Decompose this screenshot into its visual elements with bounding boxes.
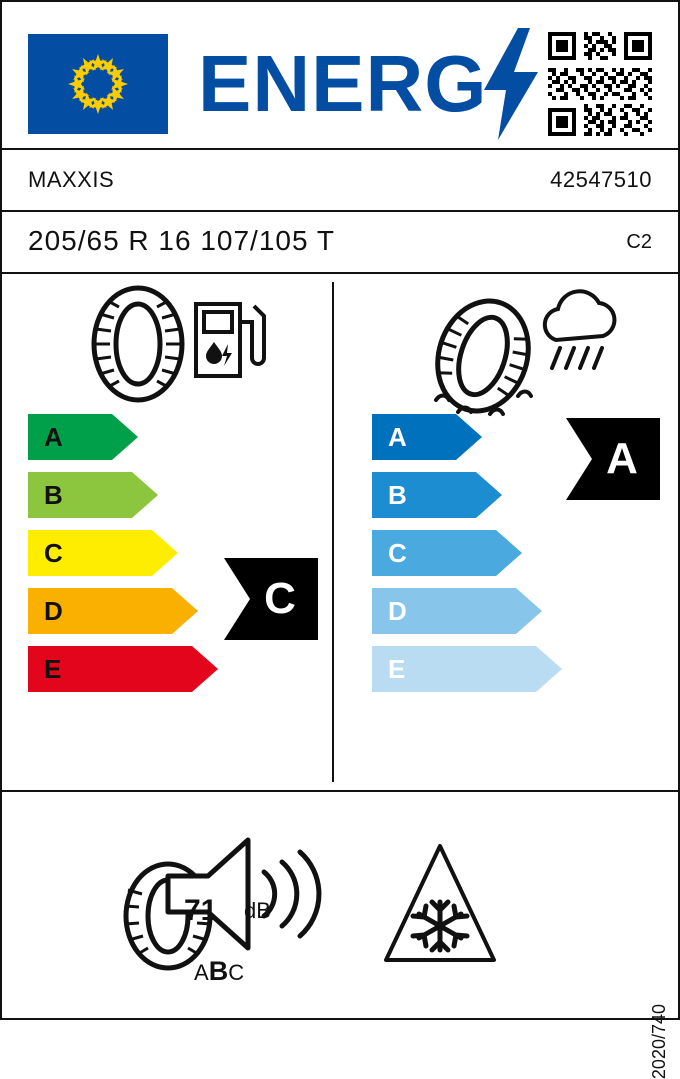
noise-class-c: C (228, 960, 245, 985)
rain-cloud-icon (530, 288, 630, 389)
grade-label: D (44, 596, 63, 626)
label-header (2, 2, 678, 150)
fuel-pump-icon (192, 292, 264, 385)
article-number: 42547510 (550, 167, 652, 192)
brand-name: MAXXIS (28, 167, 115, 192)
lightning-bolt-icon (484, 28, 538, 140)
noise-class-scale (194, 956, 244, 987)
noise-and-snow-section (2, 792, 678, 1079)
ratings-section (2, 274, 678, 792)
noise-group (112, 836, 372, 986)
grade-label: C (388, 538, 407, 568)
wet-grip-result (566, 418, 660, 500)
fuel-result-grade: C (264, 574, 296, 623)
wet-grip-pane (334, 274, 678, 792)
grade-label: B (44, 480, 63, 510)
snowflake-mountain-icon (380, 840, 500, 970)
fuel-efficiency-result (224, 558, 318, 640)
loudspeaker-icon (112, 836, 372, 976)
grade-label: E (44, 654, 62, 684)
wet-grip-result-grade: A (606, 434, 638, 483)
grade-label: E (388, 654, 406, 684)
noise-class-selected: B (208, 956, 229, 986)
date-code: 2020/740 (649, 1004, 669, 1079)
noise-value: 71 (184, 894, 218, 927)
tyre-size: 205/65 R 16 107/105 T (28, 225, 335, 256)
tyre-icon (428, 296, 538, 431)
eu-flag-icon (28, 34, 168, 134)
noise-unit: dB (244, 898, 271, 923)
tyre-class: C2 (626, 231, 652, 253)
qr-code-icon (548, 32, 652, 136)
grade-label: A (44, 422, 63, 452)
noise-class-a: A (194, 960, 209, 985)
fuel-efficiency-pane (2, 274, 332, 792)
brand-row (2, 150, 678, 212)
grade-label: B (388, 480, 407, 510)
tyre-icon (88, 284, 188, 409)
grade-label: C (44, 538, 63, 568)
grade-label: D (388, 596, 407, 626)
page-title: ENERG (198, 39, 488, 128)
tyre-size-row (2, 212, 678, 274)
grade-label: A (388, 422, 407, 452)
